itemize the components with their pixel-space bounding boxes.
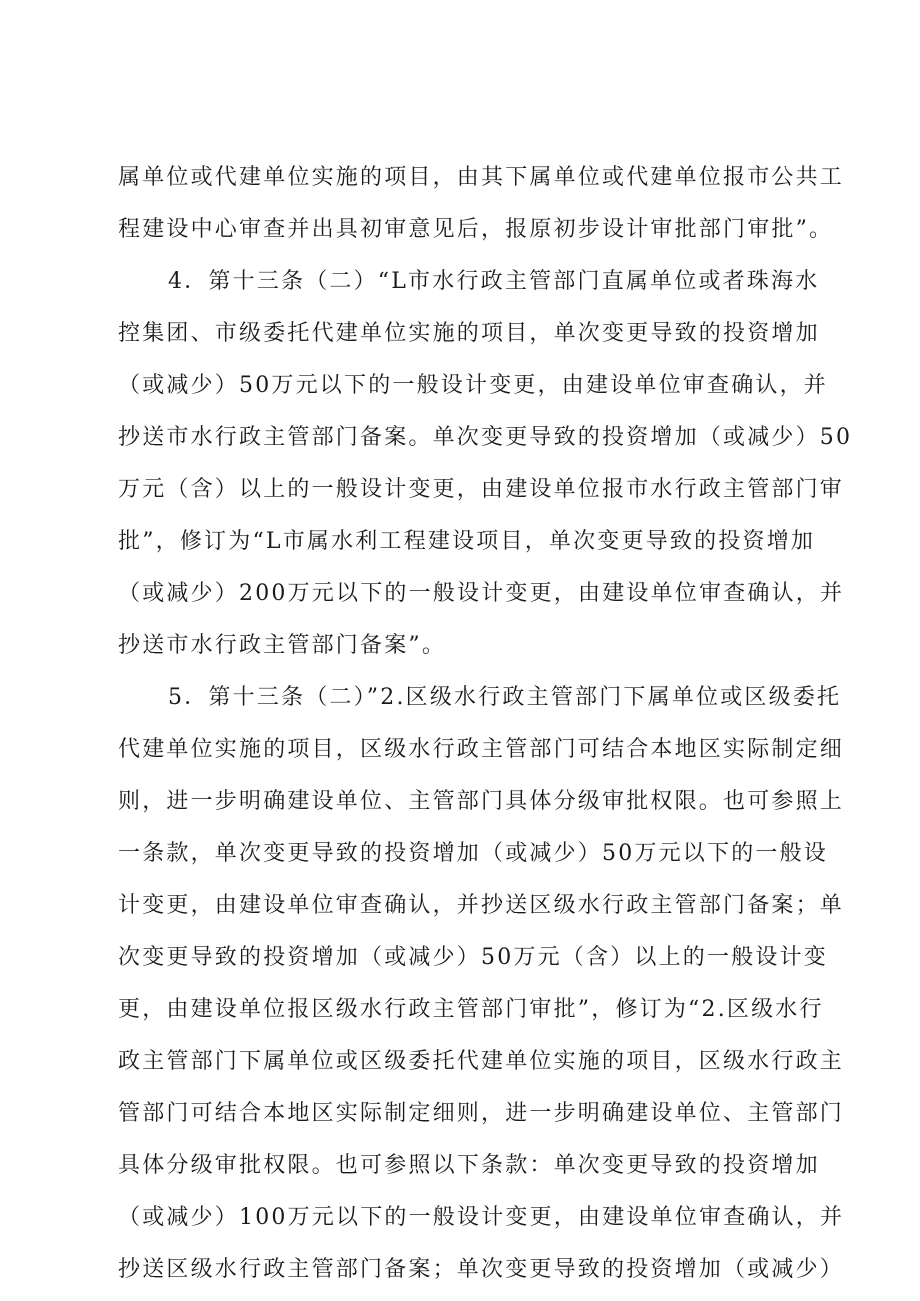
- paragraph-5-start: 5．第十三条（二）”2.区级水行政主管部门下属单位或区级委托: [168, 685, 842, 710]
- text-line: 计变更，由建设单位审查确认，并抄送区级水行政主管部门备案；单: [118, 893, 845, 918]
- text-line: （或减少）200万元以下的一般设计变更，由建设单位审查确认，并: [118, 581, 845, 606]
- text-line: 一条款，单次变更导致的投资增加（或减少）50万元以下的一般设: [118, 841, 828, 866]
- text-line: 批”，修订为“L市属水利工程建设项目，单次变更导致的投资增加: [118, 529, 816, 554]
- text-line: 控集团、市级委托代建单位实施的项目，单次变更导致的投资增加: [118, 321, 820, 346]
- text-line: 程建设中心审查并出具初审意见后，报原初步设计审批部门审批”。: [118, 217, 834, 242]
- text-line: 抄送市水行政主管部门备案。单次变更导致的投资增加（或减少）50: [118, 425, 853, 450]
- text-line: 万元（含）以上的一般设计变更，由建设单位报市水行政主管部门审: [118, 477, 845, 502]
- text-line: 次变更导致的投资增加（或减少）50万元（含）以上的一般设计变: [118, 945, 828, 970]
- text-line: 具体分级审批权限。也可参照以下条款：单次变更导致的投资增加: [118, 1153, 820, 1178]
- text-line: 属单位或代建单位实施的项目，由其下属单位或代建单位报市公共工: [118, 165, 845, 190]
- text-line: （或减少）100万元以下的一般设计变更，由建设单位审查确认，并: [118, 1205, 845, 1230]
- text-line: 则，进一步明确建设单位、主管部门具体分级审批权限。也可参照上: [118, 789, 845, 814]
- text-line: 代建单位实施的项目，区级水行政主管部门可结合本地区实际制定细: [118, 737, 845, 762]
- text-line: 更，由建设单位报区级水行政主管部门审批”，修订为“2.区级水行: [118, 997, 824, 1022]
- text-line: 抄送区级水行政主管部门备案；单次变更导致的投资增加（或减少）: [118, 1257, 845, 1282]
- text-line: 政主管部门下属单位或区级委托代建单位实施的项目，区级水行政主: [118, 1049, 845, 1074]
- body-text: [118, 152, 853, 1296]
- text-line: 管部门可结合本地区实际制定细则，进一步明确建设单位、主管部门: [118, 1101, 845, 1126]
- text-line: 抄送市水行政主管部门备案”。: [118, 633, 447, 658]
- text-line: （或减少）50万元以下的一般设计变更，由建设单位审查确认，并: [118, 373, 828, 398]
- paragraph-4-start: 4．第十三条（二）“L市水行政主管部门直属单位或者珠海水: [168, 269, 820, 294]
